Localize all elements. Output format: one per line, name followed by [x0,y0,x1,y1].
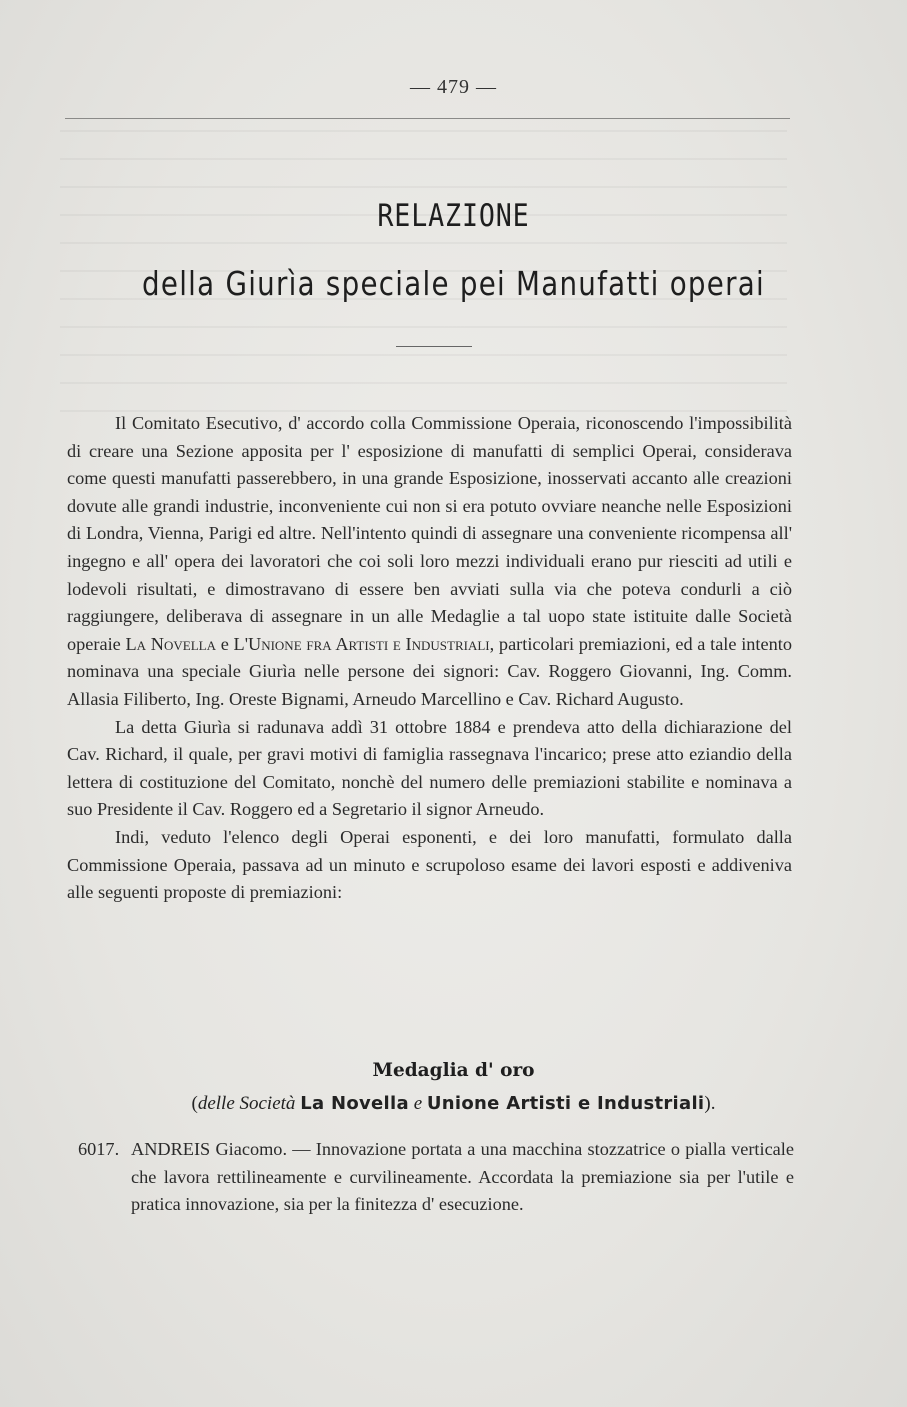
society-name-1: La Novella [125,633,216,654]
medal-heading: Medaglia d' oro [372,1060,535,1081]
society-name-2: L'Unione fra Artisti e Industriali, [233,633,495,654]
page-subtitle: della Giurìa speciale pei Manufatti operai [142,264,765,303]
medal-sub-italic-2: e [413,1093,423,1114]
medal-sub-open: ( [191,1093,198,1114]
paragraph-2: La detta Giurìa si radunava addì 31 ottobre 1884 e prendeva atto della dichiarazione del Cav. Richard, il quale, per gravi motivi di famiglia rassegnava l'incarico; prese atto eziandio della lettera di costituzione del Comitato, nonchè del numero delle premiazioni stabilite e nominava a suo Presidente il Cav. Roggero ed a Segretario il signor Arneudo. [67,716,792,820]
medal-sub-italic-1: delle Società [197,1093,296,1114]
paragraph-3: Indi, veduto l'elenco degli Operai esponenti, e dei loro manufatti, formulato dalla Commissione Operaia, passava ad un minuto e scrupoloso esame dei lavori esposti e addiveniva alle seguenti proposte di premiazioni: [67,826,792,903]
body-text [67,410,792,907]
entry-number: 6017. [78,1139,120,1159]
medal-sub-bold-2: Unione Artisti e Industriali [426,1093,705,1114]
entry-text: ANDREIS Giacomo. — Innovazione portata a una macchina stozzatrice o pialla verticale che lavora rettilineamente e curvilineamente. Accordata la premiazione sia per l'utile e pratica innovazione, sia per la finitezza d' esecuzione. [131,1139,794,1215]
paragraph-1-part-a: Il Comitato Esecutivo, d' accordo colla Commissione Operaia, riconoscendo l'impossibilità di creare una Sezione apposita per l' esposizione di manufatti di semplici Operai, considerava come questi manufatti passerebbero, in una grande Esposizione, inosservati accanto alle creazioni dovute alle grandi industrie, inconveniente cui non si era potuto ovviare neanche nelle Esposizioni di Londra, Vienna, Parigi ed altre. Nell'intento quindi di assegnare una conveniente ricompensa all' ingegno e all' opera dei lavoratori che coi soli loro mezzi individuali erano pur riesciti ad utili e lodevoli risultati, e dimostravano di essere ben avviati sulla via che poteva condurli a ciò raggiungere, deliberava di assegnare in un alle Medaglie a tal uopo state istituite dalle Società operaie [67,413,792,654]
medal-sub-close: ). [704,1093,716,1114]
medal-sub-bold-1: La Novella [300,1093,409,1114]
paragraph-1-part-c: particolari premiazioni, ed a tale intento nominava una speciale Giurìa nelle persone dei signori: Cav. Roggero Giovanni, Ing. Comm. Allasia Filiberto, Ing. Oreste Bignami, Arneudo Marcellino e Cav. Richard Augusto. [67,633,792,709]
page-title: RELAZIONE [377,198,530,234]
award-entry [78,1136,794,1219]
header-rule [65,118,790,119]
paragraph-1 [67,410,792,714]
paragraph-1-part-b: e [220,633,229,654]
title-divider [396,346,472,347]
medal-subheading [0,1093,907,1115]
page-number: — 479 — [410,76,497,98]
